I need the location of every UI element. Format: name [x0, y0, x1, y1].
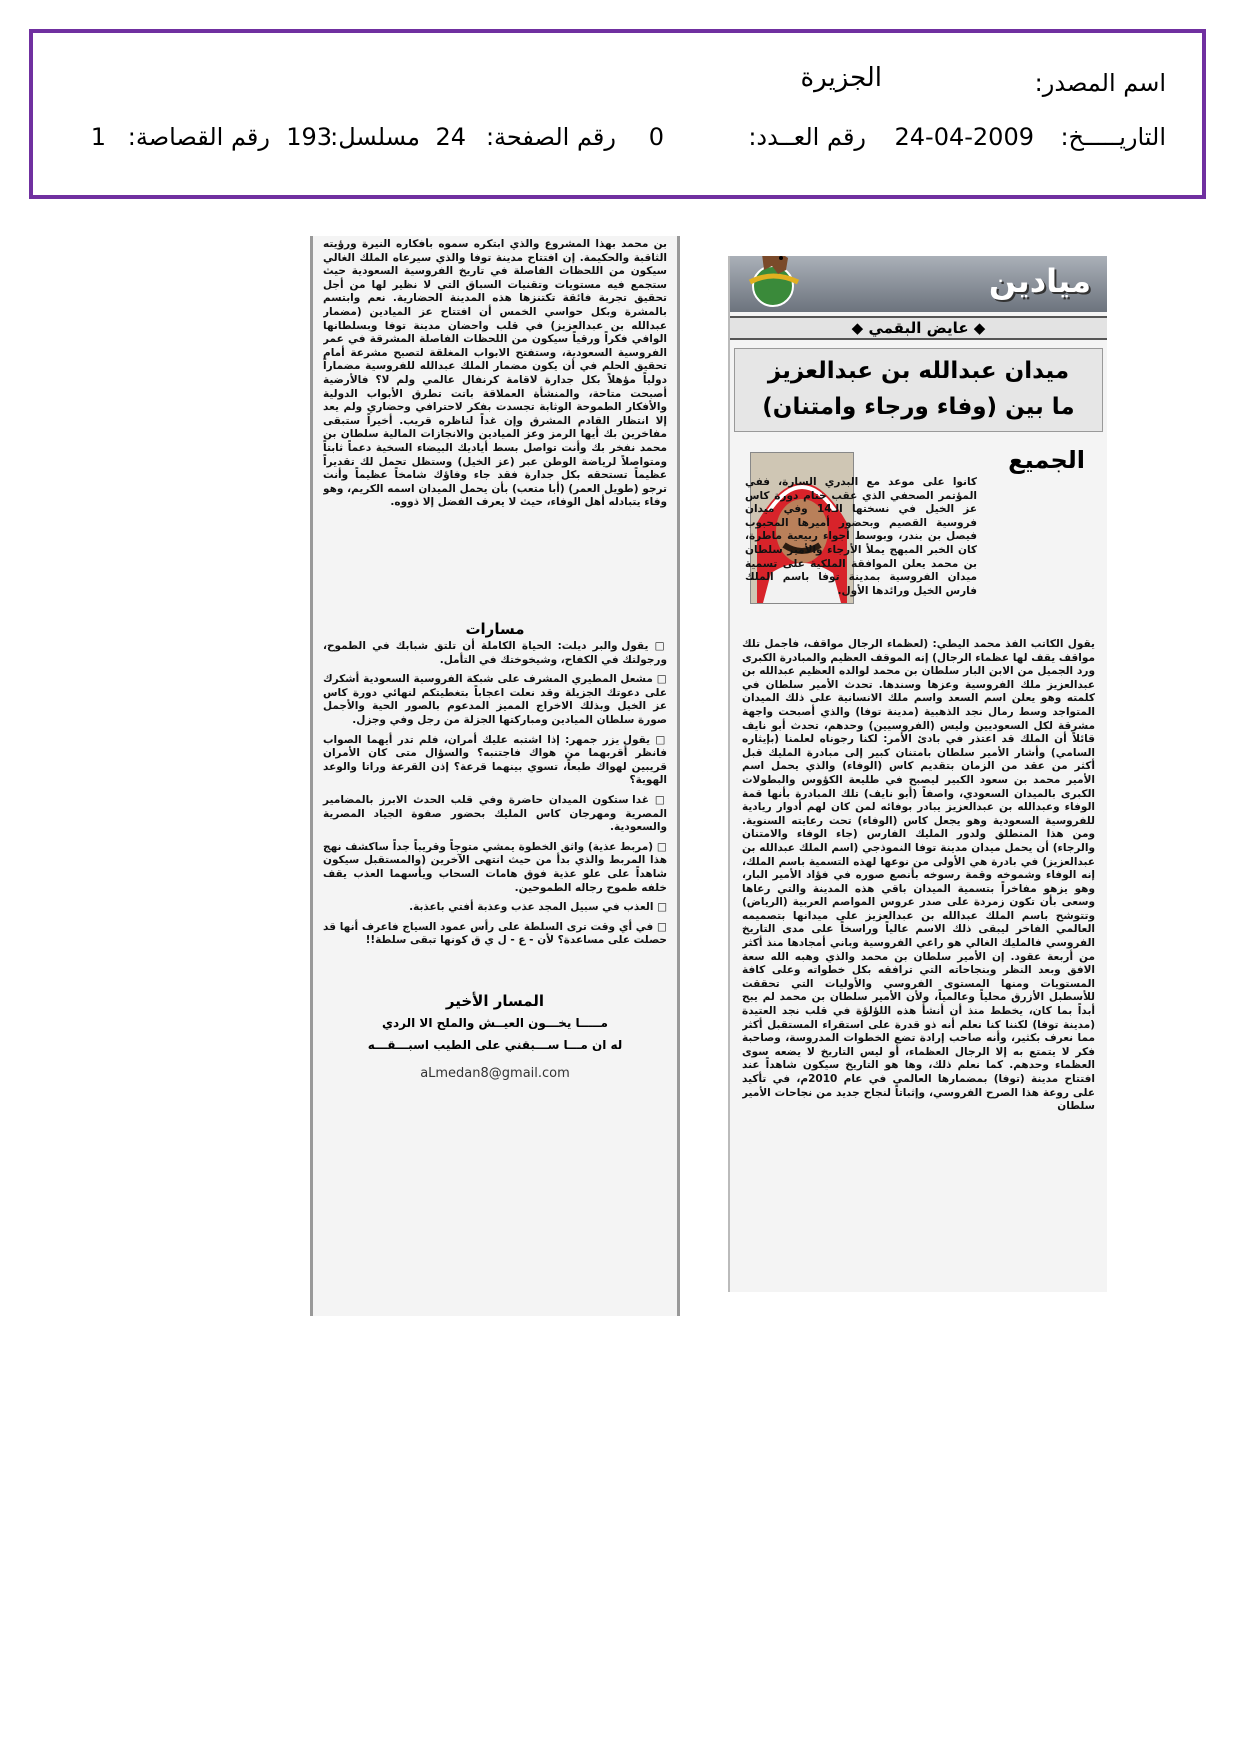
- clipping-metadata-box: [29, 29, 1206, 199]
- serial-label: مسلسل:: [330, 123, 420, 151]
- serial-value: 193: [286, 123, 332, 151]
- body-paragraph-left: بن محمد بهذا المشروع والذي ابتكره سموه بأفكاره النيرة ورؤيته الثاقبة والحكيمة. إن افتتاح مدينة توفا والذي سيرعاه الملك الغالي سيكون من اللحظات الفاصلة في تاريخ الفروسية السعودية حيث ستجمع فيه مستويات وتقنيات السباق التي لا نظير لها من أجل تحقيق تجربة فائقة تكتنزها هذه المدينة الحضارية. نعم وابتسم بالمشرة وبكل حواسي الخمس أن افتتاح عز الميادين (مضمار عبدالله بن عبدالعزيز) في قلب واحضان مدينة توفا وبسلطانها الوافي فكراً ورقياً سيكون من اللحظات الفاصلة المشرقة في عمر الفروسية السعودية، وستفتح الابواب المغلقة لتصبح مشرعة أمام تحقيق الحلم في أن يكون مضمار الملك عبدالله للفروسية مضماراً دولياً مؤهلاً بكل جدارة لاقامة كرنفال عالمي ولم لا؟ فالأرضية أصبحت متاحة، والمنشأة العملاقة باتت تطرق الأبواب الدولية والأفكار الطموحة الوثابة تجسدت بفكر لاحترافي وحضاري ولم يعد إلا انتظار القادم المشرق وإن غداً لناظره قريب. أخيراً ستبقى مفاخرين بك أيها الرمز وعز الميادين والانجازات المالية سلطان بن محمد نفخر بك وأنت تواصل بسط أياديك البيضاء السخية دعماً ثابتاً ومتواصلاً لرياضة الوطن عبر (عز الخيل) وستظل تحمل لك تقديراً عظيماً تستحقه بكل جدارة فقد جاء وفاؤك شامخاً عظيماً وأنت ترجو (طويل العمر) (أبا متعب) بأن يحمل الميدان اسمه الكريم، وهو وفاء يتبادله أهل الوفاء، حيث لا يعرف الفضل إلا ذووه.: [323, 238, 667, 509]
- author-bar: [730, 316, 1107, 340]
- bullet-square-icon: ◆: [968, 319, 986, 337]
- headline-line-1: ميدان عبدالله بن عبدالعزيز: [767, 358, 1070, 384]
- poem-line-2: له ان مـــا ســـبقني على الطيب اسبـــقـــه: [367, 1038, 623, 1052]
- list-item: □ (مربط عذية) واثق الخطوة يمشي متوجاً وقريباً جداً ساكشف نهج هذا المربط والذي بدأ من حيث انتهى الآخرين (والمستقبل سيكون شاهداً على علو عذية فوق هامات السحاب ويأسهما العذب يقف خلفه طموح رجاله الطموحين.: [323, 840, 667, 894]
- issue-label: رقم العــدد:: [748, 123, 866, 151]
- bullet-square-icon: ◆: [851, 319, 864, 337]
- source-label: اسم المصدر:: [1034, 69, 1166, 97]
- article-main-column: [728, 256, 1107, 1292]
- masarat-heading: مسارات: [465, 620, 525, 638]
- list-item: □ في أي وقت ترى السلطة على رأس عمود السياج فاعرف أنها قد حصلت على مساعدة؟ لأن - ع - ل ي ق كونها تبقى سلطة!!: [323, 920, 668, 947]
- list-item: □ يقول والبر ديلت: الحياة الكاملة أن تلتق شبابك في الطموح، ورجولتك في الكفاح، وشيخوختك في التأمل.: [323, 640, 667, 666]
- headline-line-2: ما بين (وفاء ورجاء وامتنان): [762, 394, 1075, 420]
- headline-box: [734, 348, 1103, 432]
- list-item: □ مشعل المطيري المشرف على شبكة الفروسية السعودية أشكرك على دعوتك الجزيلة وقد نعلت اعجاباً بتغطيتكم لنهائي دورة كاس عز الخيل وبذلك الاخراج المميز المدعوم بالصور الحية والأجمل صورة سلطان الميادين ومباركتها الجزلة من رجل وفي وجزل.: [323, 673, 667, 726]
- horse-logo-icon: [736, 256, 810, 314]
- lead-paragraph: كانوا على موعد مع البدري السارة، ففي المؤتمر الصحفي الذي عقب ختام دورة كاس عز الخيل في نسختها الـ14 وفي ميدان فروسية القصيم وبحضور أميرها المحبوب فيصل بن بندر، وبوسط أجواء ربيعية ماطرة، كان الخبر المبهج يملأ الأرجاء والأمير سلطان بن محمد يعلن الموافقة الملكية على تسمية ميدان الفروسية بمدينة توفا باسم الملك فارس الخيل ورائدها الأول.: [745, 476, 978, 597]
- article-continuation-column: [310, 236, 680, 1316]
- clip-value: 1: [90, 123, 106, 151]
- body-paragraph-right: يقول الكاتب الفذ محمد اليطي: (لعظماء الرجال مواقف، فأجمل تلك مواقف يقف لها عظماء الرجال) إنه الموقف العظيم والمبادرة الكبرى ورد الجميل من الابن البار سلطان بن محمد لوالده العظيم عبدالله بن عبدالعزيز ملك الفروسية وعزها وسندها. تحدث الأمير سلطان في كلمته وهو يعلن اسم السعد واسم ملك الانسانية على ذلك الميدان المتواجد وسط رمال نجد الذهبية (مدينة توفا) والذي أصبحت واجهة مشرقة لكل السعوديين وليس (الفروسيين) وحدهم، تحدث أبو نايف قائلاً أن الملك قد اعتذر في بادئ الأمر: لكنا رجوناه لعلمنا (بإيثاره السامي) وأشار الأمير سلطان بامتنان كبير إلى مبادرة المليك قبل أكثر من عقد من الزمان بتقديم كاس (الوفاء) والذي يحمل اسم الأمير محمد بن سعود الكبير ليصبح في طليعة الكؤوس والبطولات الكبرى بالميدان السعودي، واصفاً (أبو نايف) تلك المبادرة بأنها قمة الوفاء وعبدالله بن عبدالعزيز يبادر بوفائه لمن كان لهم أدوار ريادية للفروسية السعودية وهو يجعل كاس (الوفاء) تحت رعايته السنوية. ومن هذا المنطلق ولدور المليك الفارس (جاء الوفاء والامتنان والرجاء) أن يحمل ميدان مدينة توفا النموذجي (اسم الملك عبدالله بن عبدالعزيز) في بادرة هي الأولى من نوعها لهذه التسمية باسم الملك، إنه الوفاء وشموخه وقمة رسوخه بأنصع صوره في فؤاد الأمير البار، وهو يزهو مفاخراً بتسمية الميدان باقي هذه المدينة والتي رعاها وسعى بأن تكون زمردة على صدر عروس المواصم العربية (الرياض) وتتوشح باسم الملك عبدالله بن عبدالعزيز على ميدانها بتصميمه العالمي الفاخر ليبقى ذلك الاسم عالياً وراسخاً على مدى التاريخ الفروسي فالمليك الغالي هو راعي الفروسية وباني أمجادها منذ أكثر من أربعة عقود. إن الأمير سلطان بن محمد والذي وهبه الله سعة الافق وبعد النظر وبنجاحاته التي ترافقه بكل خطواته وعلى كافة المستويات ومنها المستوى الفروسي والأوليات التي تحققت للأسطبل الأزرق محلياً وعالمياً، ولأن الأمير سلطان بن محمد لم يبح أبداً بما كان، يخطط منذ أن أنشأ هذه اللؤلؤة في قلب نجد العتيدة (مدينة توفا) لكننا كنا نعلم أنه ذو قدرة على استقراء المستقبل أكثر مما نعرف بكثير، وأنه صاحب إرادة تضع الخطوات المدروسة، وصاحبة فكر لا يتمتع به إلا الرجال العظماء، أو ليس التاريخ لا يضعه سوى العظماء وحدهم. كما نعلم ذلك، وها هو التاريخ سيكون شاهداً عند افتتاح مدينة (توفا) بمضمارها العالمي في عام 2010م، في تأكيد على روعة هذا الصرح الفروسي، وإثباتاً لنجاح جديد من نجاحات الأمير سلطان: [742, 638, 1095, 1113]
- column-banner: [730, 256, 1107, 312]
- author-email: aLmedan8@gmail.com: [420, 1066, 570, 1081]
- source-value: الجزيرة: [800, 63, 882, 93]
- masarat-list: [323, 640, 667, 954]
- list-item: □ العذب في سبيل المجد عذب وعذبة أفتي باعذبة.: [409, 901, 667, 914]
- last-path-heading: المسار الأخير: [445, 992, 545, 1010]
- date-label: التاريـــــخ:: [1060, 123, 1166, 151]
- poem-line-1: مـــــا يخـــون العيــش والملح الا الردي: [382, 1016, 608, 1030]
- article-subhead: الجميع: [1008, 446, 1085, 474]
- list-item: □ غدا ستكون الميدان حاضرة وفي قلب الحدث الابرز بالمضامير المصرية ومهرجان كاس المليك بحضور صفوة الجياد المصرية والسعودية.: [323, 793, 667, 834]
- list-item: □ يقول يزر جمهر: إذا اشتبه عليك أمران، فلم تدر أيهما الصواب فانظر أقربهما من هواك فاجتنبه؟ والسؤال متى كان الأمران قريبين لهواك طبعاً، تسوي بينهما قرعة؟ إذن القرعة وراتا والوعد الهوية؟: [323, 733, 668, 787]
- page-value: 24: [435, 123, 466, 151]
- issue-value: 0: [648, 123, 664, 151]
- author-name: عايض البقمي: [868, 319, 969, 337]
- column-title: ميادين: [988, 262, 1091, 300]
- date-value: 24-04-2009: [894, 123, 1034, 151]
- clip-label: رقم القصاصة:: [127, 123, 270, 151]
- page-label: رقم الصفحة:: [485, 123, 616, 151]
